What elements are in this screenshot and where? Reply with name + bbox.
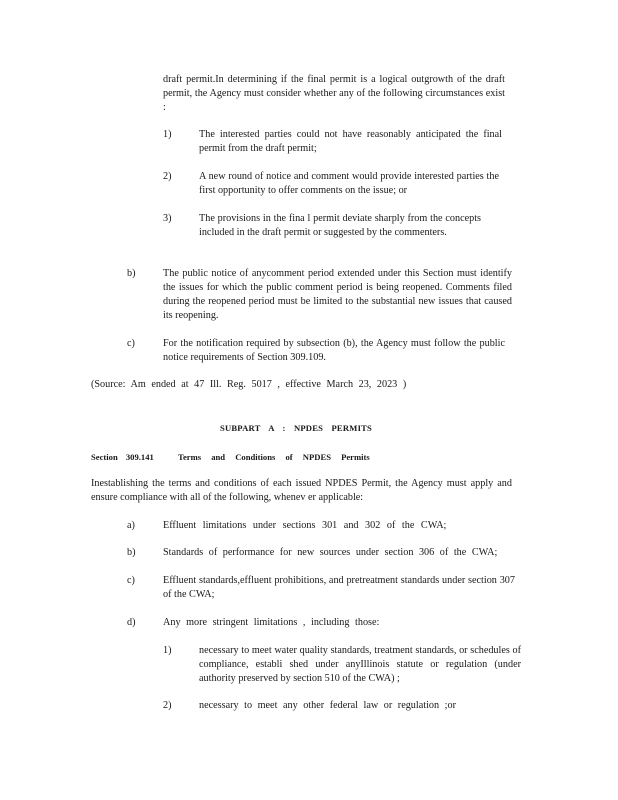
section-item-letter: d)	[127, 617, 136, 628]
section-subitem-text: necessary to meet water quality standards, treatment standards, or schedules of compliance, establi shed under anyIllinois statute or regulation (under authority preserved by section 510 of the CWA) ;	[199, 645, 521, 684]
subpart-heading: SUBPART A : NPDES PERMITS	[219, 423, 373, 433]
list-number: 2)	[163, 171, 172, 182]
section-subitem-number: 2)	[163, 700, 172, 711]
source-note: (Source: Am ended at 47 Ill. Reg. 5017 , effective March 23, 2023 )	[91, 379, 407, 390]
subsection-letter: c)	[127, 338, 135, 349]
section-intro: Inestablishing the terms and conditions of each issued NPDES Permit, the Agency must apply and ensure compliance with all of the following, whenev er applicable:	[91, 478, 512, 503]
section-subitem-number: 1)	[163, 645, 172, 656]
list-item-text: The provisions in the fina l permit deviate sharply from the concepts included in the draft permit or suggested by the commenters.	[199, 213, 481, 238]
subsection-text: The public notice of anycomment period extended under this Section must identify the issues for which the public comment period is being reopened. Comments filed during the reopened period must be limited to the substantial new issues that caused its reopening.	[163, 268, 512, 321]
continuation-paragraph: draft permit.In determining if the final permit is a logical outgrowth of the draft permit, the Agency must consider whether any of the following circumstances exist :	[163, 74, 505, 113]
list-item-text: A new round of notice and comment would provide interested parties the first opportunity to offer comments on the issue; or	[199, 171, 499, 196]
list-item-text: The interested parties could not have reasonably anticipated the final permit from the draft permit;	[199, 129, 502, 154]
section-subitem-text: necessary to meet any other federal law or regulation ;or	[199, 700, 456, 711]
subsection-text: For the notification required by subsection (b), the Agency must follow the public notice requirements of Section 309.109.	[163, 338, 505, 363]
section-item-letter: b)	[127, 547, 136, 558]
list-number: 1)	[163, 129, 172, 140]
section-item-text: Any more stringent limitations , including those:	[163, 617, 380, 628]
list-number: 3)	[163, 213, 172, 224]
section-item-letter: a)	[127, 520, 135, 531]
section-title: Terms and Conditions of NPDES Permits	[178, 452, 370, 462]
section-item-text: Standards of performance for new sources under section 306 of the CWA;	[163, 547, 498, 558]
subsection-letter: b)	[127, 268, 136, 279]
section-number: Section 309.141	[91, 452, 154, 462]
section-item-text: Effluent limitations under sections 301 and 302 of the CWA;	[163, 520, 447, 531]
section-item-text: Effluent standards,effluent prohibitions, and pretreatment standards under section 307 of the CWA;	[163, 575, 515, 600]
section-item-letter: c)	[127, 575, 135, 586]
